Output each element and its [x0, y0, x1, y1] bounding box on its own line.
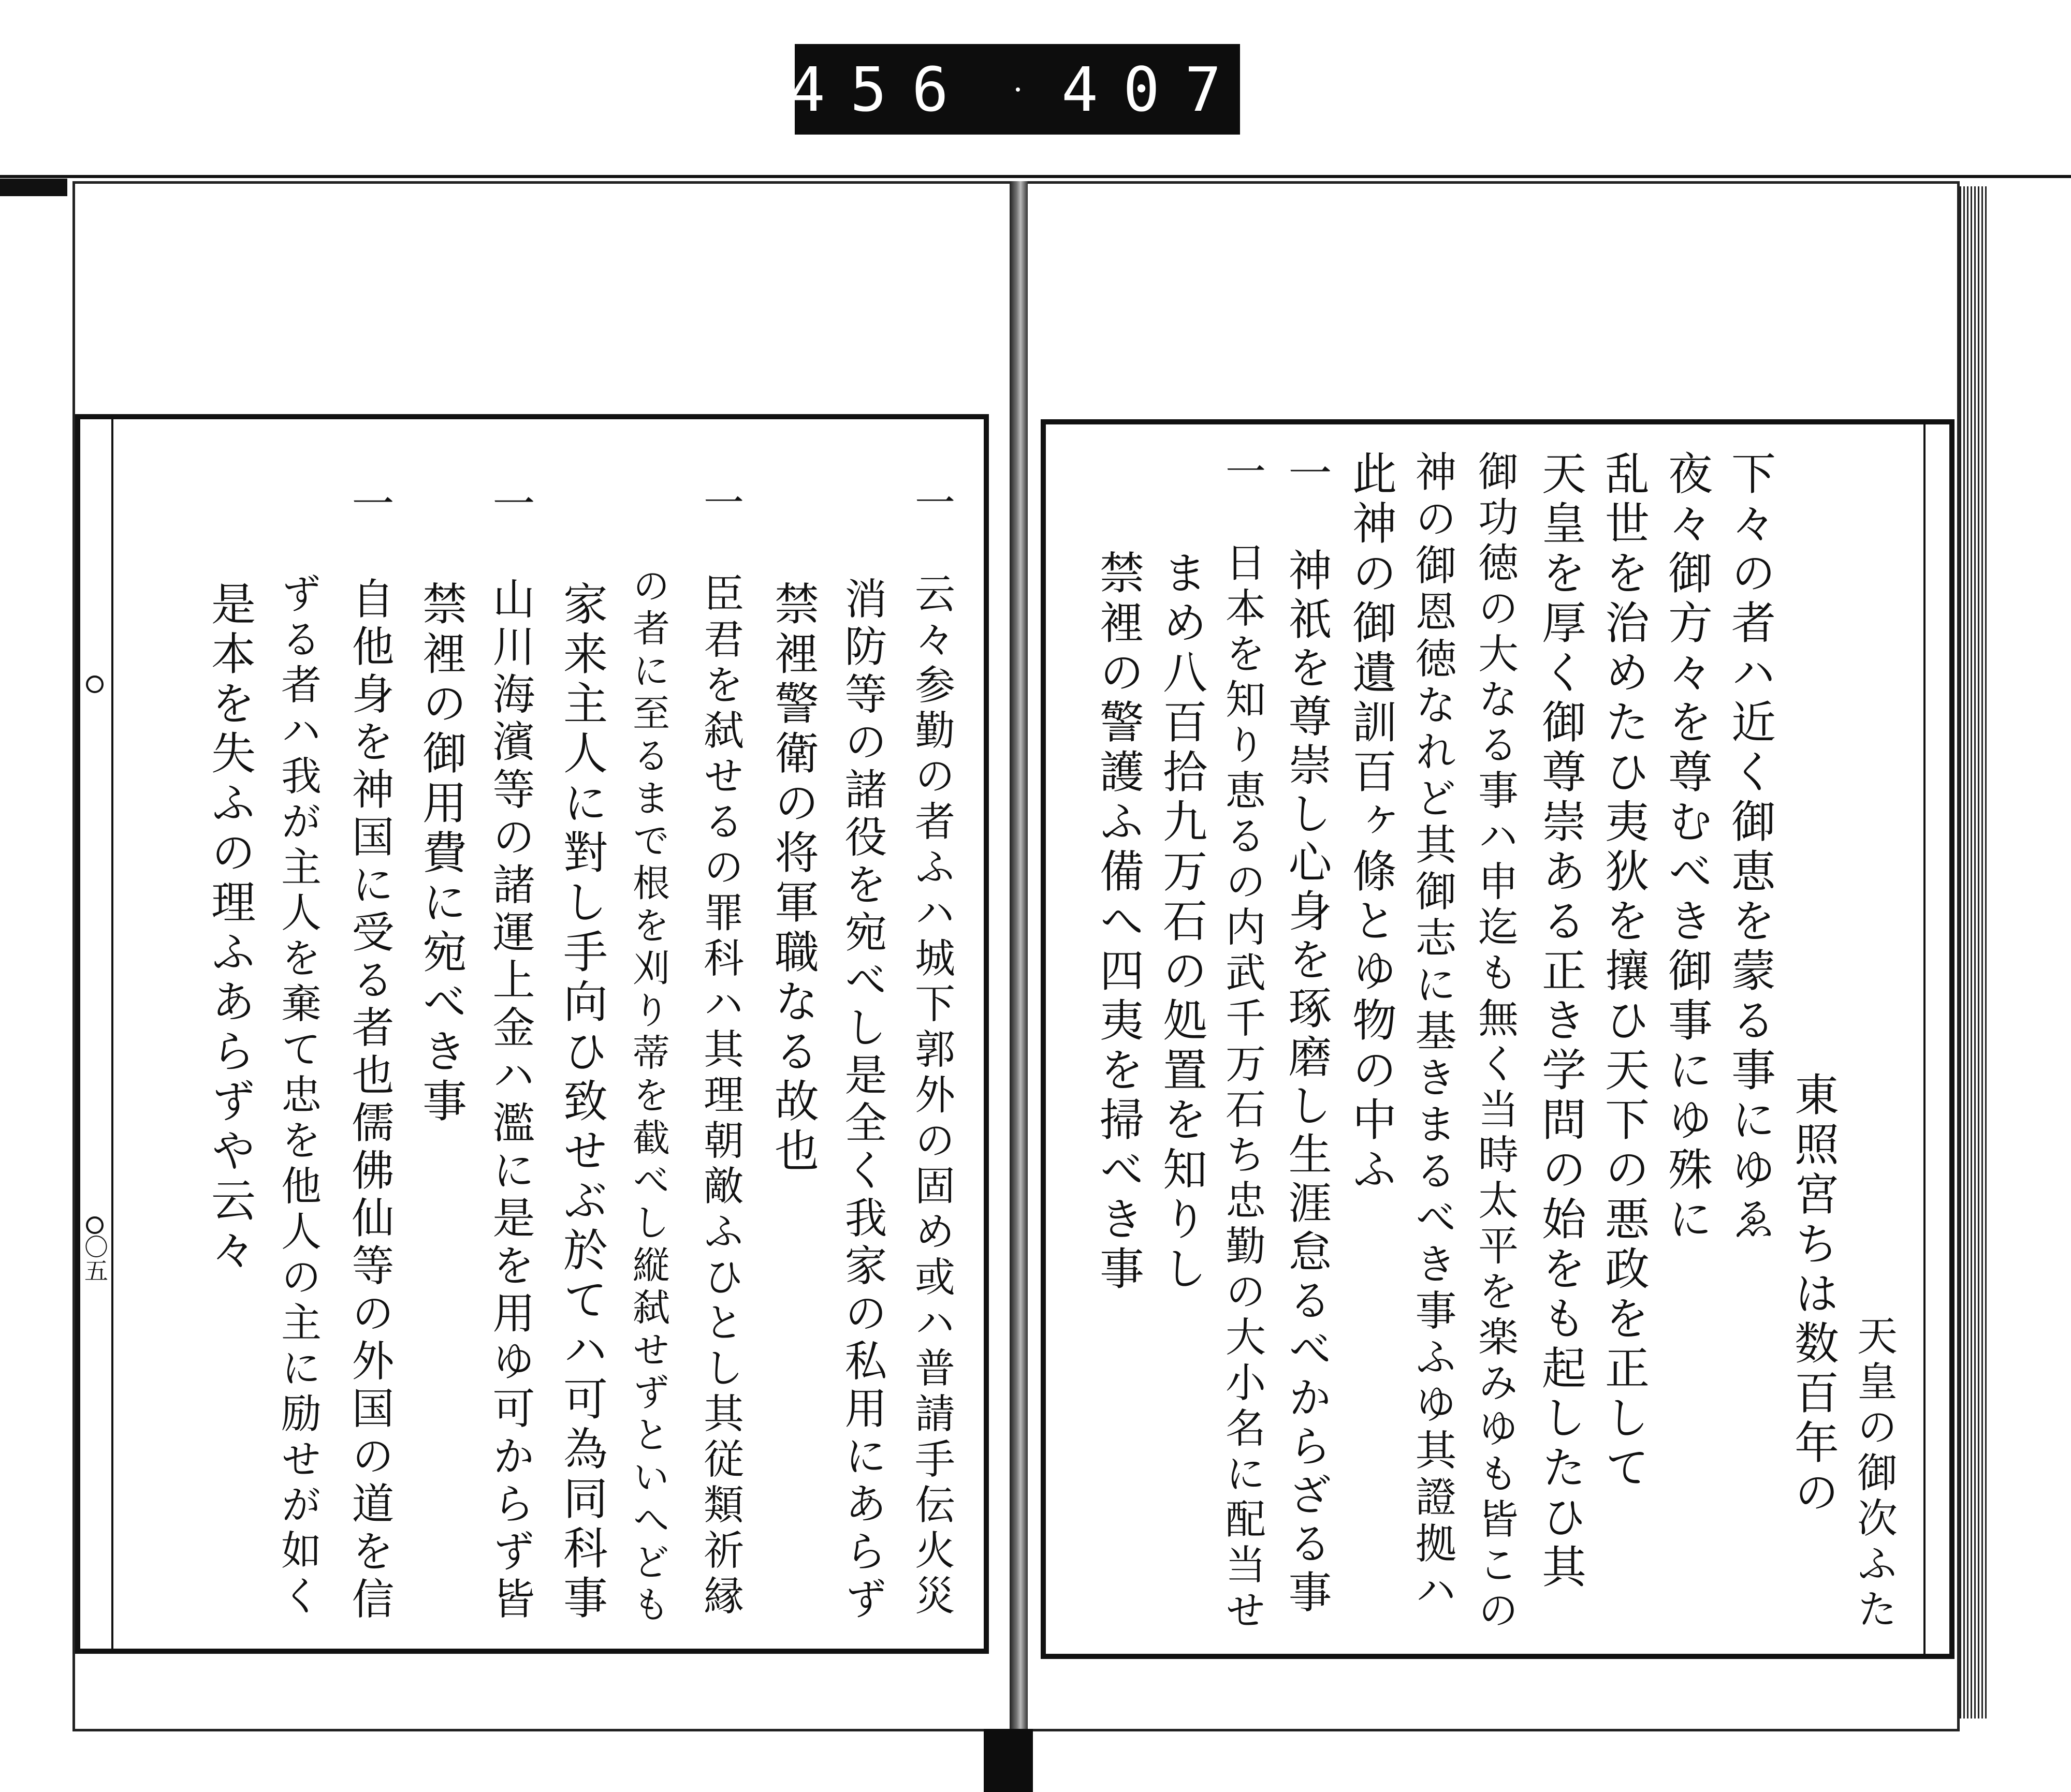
- left-text-column-6: 家来主人に對し手向ひ致せぶ於てハ可為同科事: [556, 481, 607, 1624]
- right-inner-rule: [1923, 424, 1926, 1654]
- left-text-column-3: 禁裡警衛の将軍職なる故也: [767, 481, 819, 1177]
- catalog-number-left: 456: [788, 53, 973, 125]
- right-text-column-4: 夜々御方々を尊むべき御事にゆ殊に: [1660, 450, 1712, 1245]
- right-text-column-10: 一 神祇を尊崇し心身を琢磨し生涯怠るべからざる事: [1281, 450, 1332, 1618]
- margin-ring-bottom: [86, 1216, 104, 1234]
- right-text-column-6: 天皇を厚く御尊崇ある正き学問の始をも起したひ其: [1534, 450, 1586, 1593]
- book-spine: [1010, 181, 1028, 1734]
- spine-foot-block: [984, 1729, 1033, 1792]
- left-text-column-1: 一 云々参勤の者ふハ城下郭外の固め或ハ普請手伝火災: [908, 481, 955, 1620]
- left-text-column-7: 一 山川海濱等の諸運上金ハ濫に是を用ゆ可からず皆: [486, 481, 535, 1624]
- catalog-number-label: [788, 44, 1247, 135]
- folio-number: 〇五: [81, 1235, 109, 1282]
- left-text-column-11: 是本を失ふの理ふあらずや云々: [203, 481, 255, 1276]
- left-text-column-4: 一 臣君を弑せるの罪科ハ其理朝敵ふひとし其従類祈縁: [697, 481, 743, 1620]
- left-text-column-8: 禁裡の御用費に宛べき事: [415, 481, 466, 1127]
- right-text-column-12: まめ八百拾九万石の処置を知りし: [1155, 450, 1207, 1295]
- margin-ring-top: [86, 675, 104, 693]
- left-text-column-10: ずる者ハ我が主人を棄て忠を他人の主に励せが如く: [274, 481, 321, 1620]
- top-rule: [0, 175, 2071, 178]
- catalog-number-right: 407: [1061, 53, 1247, 125]
- right-text-column-5: 乱世を治めたひ夷狄を攘ひ天下の悪政を正して: [1597, 450, 1649, 1494]
- corner-block: [0, 179, 67, 196]
- page-edges: [1960, 186, 1988, 1718]
- right-text-column-8: 神の御恩徳なれど其御志に基きまるべき事ふゆ其證拠ハ: [1408, 450, 1456, 1615]
- right-text-column-11: 一 日本を知り恵るの内武千万石ち忠勤の大小名に配当せ: [1219, 450, 1265, 1635]
- right-text-column-13: 禁裡の警護ふ備へ四夷を掃べき事: [1092, 450, 1144, 1295]
- right-text-column-7: 御功徳の大なる事ハ申迄も無く当時太平を楽みゆも皆この: [1471, 450, 1518, 1635]
- right-text-column-3: 下々の者ハ近く御恵を蒙る事にゆゑ: [1724, 450, 1775, 1245]
- left-inner-rule: [111, 419, 113, 1649]
- left-text-column-5: の者に至るまで根を刈り蒂を截べし縦弑せずといへども: [626, 481, 670, 1627]
- right-text-column-9: 此神の御遺訓百ヶ條とゆ物の中ふ: [1345, 450, 1396, 1196]
- right-text-column-1: 天皇の御次ふた: [1850, 1315, 1897, 1634]
- separator-dot: [1016, 87, 1020, 92]
- left-text-column-9: 一 自他身を神国に受る者也儒佛仙等の外国の道を信: [345, 481, 394, 1624]
- left-text-column-2: 消防等の諸役を宛べし是全く我家の私用にあらず: [838, 481, 887, 1624]
- right-text-column-2: 東照宮ちは数百年の: [1787, 1071, 1839, 1519]
